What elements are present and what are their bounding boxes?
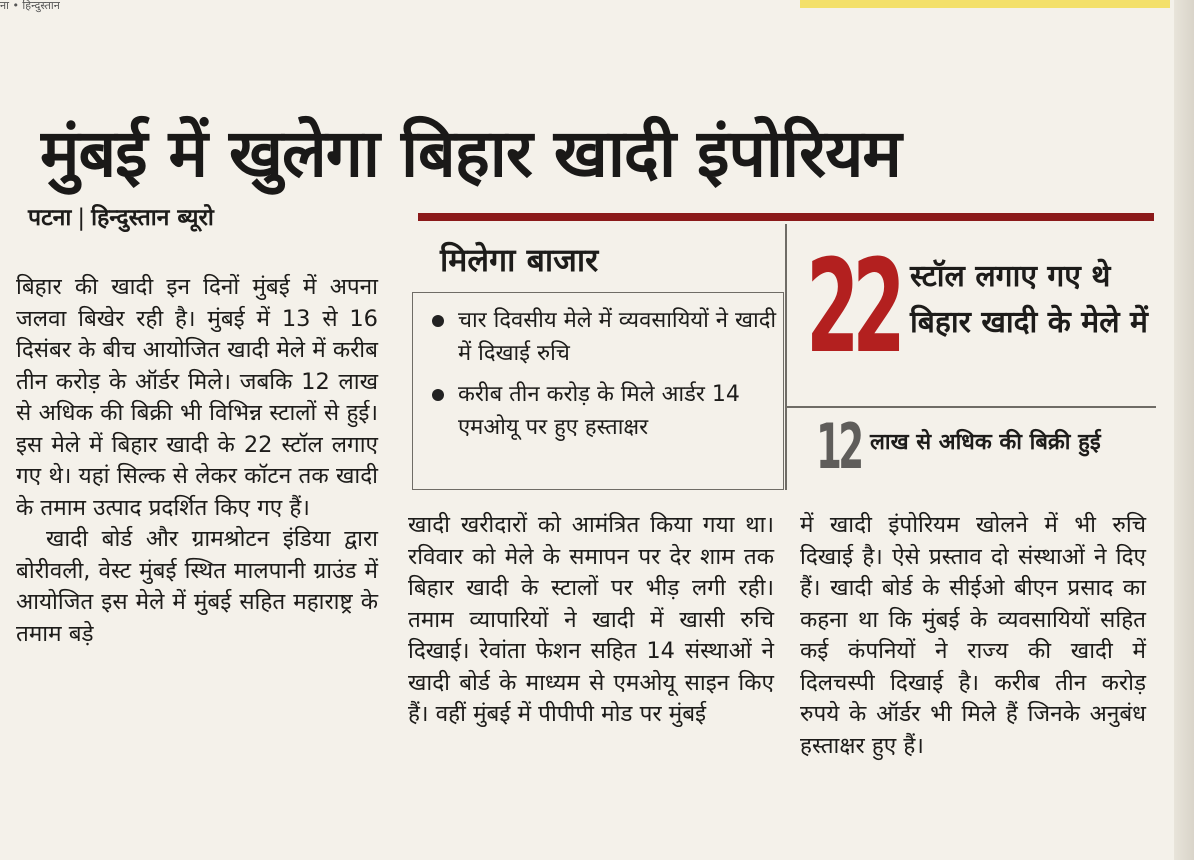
article-column-1 <box>16 272 378 650</box>
top-color-band <box>800 0 1170 8</box>
byline-place: पटना <box>28 205 72 231</box>
highlight-bullets <box>430 304 778 452</box>
highlight-heading: मिलेगा बाजार <box>440 241 599 279</box>
bullet-dot-icon <box>432 389 444 401</box>
bullet-dot-icon <box>432 315 444 327</box>
article-column-3 <box>800 510 1146 762</box>
stat-secondary-label: लाख से अधिक की बिक्री हुई <box>870 430 1101 455</box>
headline: मुंबई में खुलेगा बिहार खादी इंपोरियम <box>40 115 901 193</box>
byline-separator: | <box>77 205 86 231</box>
highlight-bullet-text: चार दिवसीय मेले में व्यवसायियों ने खादी में दिखाई रुचि <box>458 308 777 366</box>
highlight-bullet <box>430 378 778 444</box>
highlight-rule <box>418 213 1154 221</box>
article-paragraph: खादी खरीदारों को आमंत्रित किया गया था। रविवार को मेले के समापन पर देर शाम तक बिहार खादी के स्टालों पर भीड़ लगी रही। तमाम व्यापारियों ने खादी में खासी रुचि दिखाई। रेवांता फेशन सहित 14 संस्थाओं ने खादी बोर्ड के माध्यम से एमओयू साइन किए हैं। वहीं मुंबई में पीपीपी मोड पर मुंबई <box>408 512 774 727</box>
article-paragraph: में खादी इंपोरियम खोलने में भी रुचि दिखाई है। ऐसे प्रस्ताव दो संस्थाओं ने दिए हैं। खादी बोर्ड के सीईओ बीएन प्रसाद का कहना था कि मुंबई के व्यवसायियों सहित कई कंपनियों ने राज्य की खादी में दिलचस्पी दिखाई है। करीब तीन करोड़ रुपये के ऑर्डर भी मिले हैं जिनके अनुबंध हस्ताक्षर हुए हैं। <box>800 512 1146 759</box>
stat-divider-horizontal <box>786 406 1156 408</box>
stat-secondary-number: 12 <box>816 410 861 483</box>
stat-divider-vertical <box>785 224 787 490</box>
masthead-strip: ना • हिन्दुस्तान <box>0 0 60 12</box>
highlight-bullet <box>430 304 778 370</box>
byline-bureau: हिन्दुस्तान ब्यूरो <box>91 205 214 231</box>
page-edge <box>1174 0 1194 860</box>
article-paragraph: बिहार की खादी इन दिनों मुंबई में अपना जलवा बिखेर रही है। मुंबई में 13 से 16 दिसंबर के बीच आयोजित खादी मेले में करीब तीन करोड़ के ऑर्डर मिले। जबकि 12 लाख से अधिक की बिक्री भी विभिन्न स्टालों से हुई। इस मेले में बिहार खादी के 22 स्टॉल लगाए गए थे। यहां सिल्क से लेकर कॉटन तक खादी के तमाम उत्पाद प्रदर्शित किए गए हैं। <box>16 274 378 521</box>
article-column-2 <box>408 510 774 731</box>
article-paragraph: खादी बोर्ड और ग्रामश्रोटन इंडिया द्वारा बोरीवली, वेस्ट मुंबई स्थित मालपानी ग्राउंड में आयोजित इस मेले में मुंबई सहित महाराष्ट्र के तमाम बड़े <box>16 526 378 647</box>
highlight-bullet-text: करीब तीन करोड़ के मिले आर्डर 14 एमओयू पर हुए हस्ताक्षर <box>458 382 740 440</box>
stat-main-label: स्टॉल लगाए गए थे बिहार खादी के मेले में <box>910 259 1148 340</box>
stat-main-number: 22 <box>806 233 899 382</box>
byline <box>28 200 214 232</box>
